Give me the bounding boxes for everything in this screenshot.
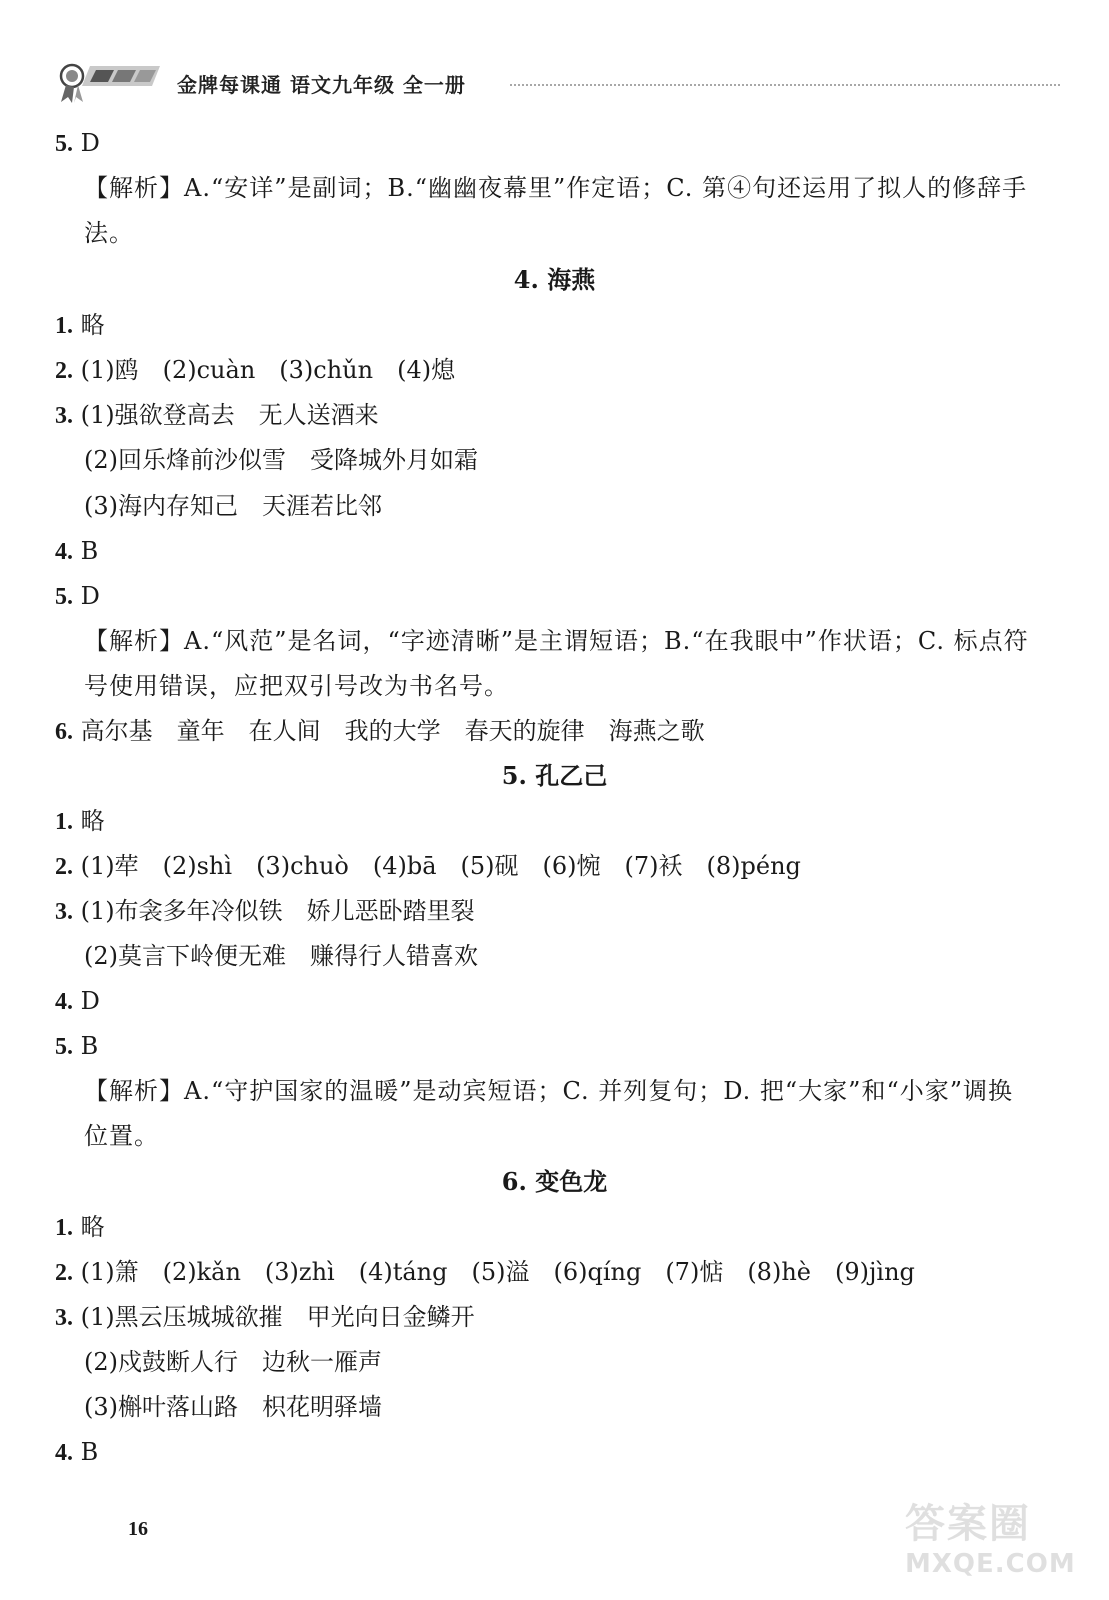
watermark-line: 答案圈 xyxy=(905,1501,1031,1547)
site-watermark xyxy=(905,1492,1085,1592)
answer-text: 略 xyxy=(73,807,105,835)
answer-line xyxy=(55,307,105,343)
analysis-line: 【解析】A.“守护国家的温暖”是动宾短语；C. 并列复句；D. 把“大家”和“小家”调换 xyxy=(84,1077,1013,1105)
page-header xyxy=(52,62,1052,104)
item-number: 1. xyxy=(55,809,73,835)
item-number: 1. xyxy=(55,313,73,339)
answer-text: B xyxy=(73,1438,99,1466)
answer-line xyxy=(55,125,100,161)
item-number: 3. xyxy=(55,403,73,429)
answer-text: D xyxy=(73,129,100,157)
analysis-line: 【解析】A.“安详”是副词；B.“幽幽夜幕里”作定语；C. 第④句还运用了拟人的修辞手 xyxy=(84,174,1028,202)
answer-text: 略 xyxy=(73,1213,105,1241)
answer-line xyxy=(55,1254,915,1290)
answer-line: (2)莫言下岭便无难 赚得行人错喜欢 xyxy=(84,942,478,970)
item-number: 5. xyxy=(55,584,73,610)
item-number: 3. xyxy=(55,899,73,925)
item-number: 2. xyxy=(55,854,73,880)
answer-line: (3)槲叶落山路 枳花明驿墙 xyxy=(84,1393,382,1421)
answer-line: (2)回乐烽前沙似雪 受降城外月如霜 xyxy=(84,446,478,474)
item-number: 5. xyxy=(55,1034,73,1060)
answer-text: (1)黑云压城城欲摧 甲光向日金鳞开 xyxy=(73,1303,475,1331)
section-title: 4. 海燕 xyxy=(513,265,596,294)
answer-line xyxy=(55,397,379,433)
item-number: 4. xyxy=(55,989,73,1015)
answer-line xyxy=(55,533,98,569)
item-number: 5. xyxy=(55,131,73,157)
answer-line xyxy=(55,848,801,884)
answer-text: (1)荦 (2)shì (3)chuò (4)bā (5)砚 (6)惋 (7)袄 (8)péng xyxy=(73,852,801,880)
item-number: 6. xyxy=(55,719,73,745)
analysis-line: 【解析】A.“风范”是名词，“字迹清晰”是主谓短语；B.“在我眼中”作状语；C. 标点符 xyxy=(84,627,1029,655)
analysis-line: 法。 xyxy=(84,219,134,247)
answer-text: D xyxy=(73,987,100,1015)
item-number: 1. xyxy=(55,1215,73,1241)
item-number: 3. xyxy=(55,1305,73,1331)
header-rule xyxy=(510,84,1060,86)
section-title: 6. 变色龙 xyxy=(501,1167,608,1196)
answer-line xyxy=(55,713,705,749)
answer-line xyxy=(55,803,105,839)
answer-text: (1)布衾多年冷似铁 娇儿恶卧踏里裂 xyxy=(73,897,475,925)
answer-text: B xyxy=(73,1032,99,1060)
answer-text: 高尔基 童年 在人间 我的大学 春天的旋律 海燕之歌 xyxy=(73,717,705,745)
answer-line xyxy=(55,983,100,1019)
answer-line xyxy=(55,1299,475,1335)
answer-line xyxy=(55,352,455,388)
item-number: 4. xyxy=(55,539,73,565)
answer-text: (1)强欲登高去 无人送酒来 xyxy=(73,401,379,429)
answer-text: (1)鸥 (2)cuàn (3)chǔn (4)熄 xyxy=(73,356,456,384)
answer-line xyxy=(55,1028,98,1064)
watermark-line: MXQE.COM xyxy=(905,1549,1076,1579)
answer-text: 略 xyxy=(73,311,105,339)
item-number: 2. xyxy=(55,1260,73,1286)
item-number: 4. xyxy=(55,1440,73,1466)
analysis-line: 位置。 xyxy=(84,1122,159,1150)
medal-logo-icon xyxy=(52,62,164,104)
answer-text: (1)箫 (2)kǎn (3)zhì (4)táng (5)溢 (6)qíng (7)惦 (8)hè (9)jìng xyxy=(73,1258,915,1286)
answer-line xyxy=(55,893,475,929)
answer-text: B xyxy=(73,537,99,565)
page-number: 16 xyxy=(128,1518,148,1540)
answer-line xyxy=(55,578,100,614)
answer-line: (3)海内存知己 天涯若比邻 xyxy=(84,492,382,520)
book-title: 金牌每课通 语文九年级 全一册 xyxy=(177,73,466,97)
answer-text: D xyxy=(73,582,100,610)
analysis-line: 号使用错误，应把双引号改为书名号。 xyxy=(84,672,509,700)
answer-line xyxy=(55,1209,105,1245)
item-number: 2. xyxy=(55,358,73,384)
section-title: 5. 孔乙己 xyxy=(501,761,608,790)
answer-line: (2)戍鼓断人行 边秋一雁声 xyxy=(84,1348,382,1376)
answer-line xyxy=(55,1434,98,1470)
